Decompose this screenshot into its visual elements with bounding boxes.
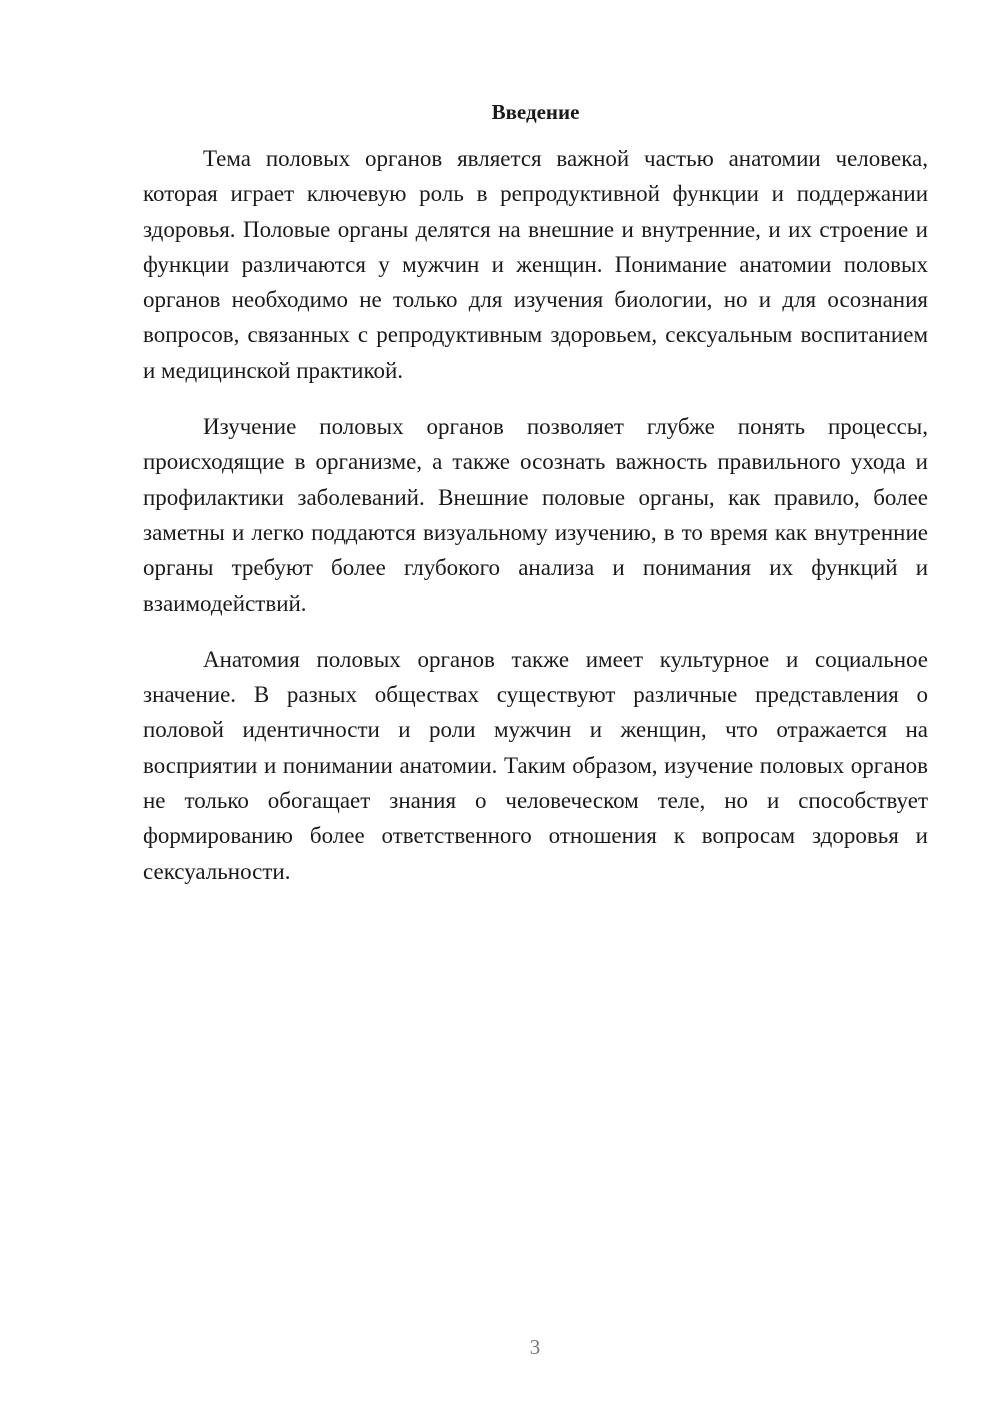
- paragraph-3: Анатомия половых органов также имеет культурное и социальное значение. В разных обществах существуют различные представления о половой идентичности и роли мужчин и женщин, что отражается на восприятии и понимании анатомии. Таким образом, изучение половых органов не только обогащает знания о человеческом теле, но и способствует формированию более ответственного отношения к вопросам здоровья и сексуальности.: [143, 646, 928, 884]
- body-text: [143, 141, 928, 910]
- section-heading: Введение: [491, 100, 580, 124]
- page-number: 3: [529, 1335, 541, 1359]
- paragraph-1: Тема половых органов является важной частью анатомии человека, которая играет ключевую роль в репродуктивной функции и поддержании здоровья. Половые органы делятся на внешние и внутренние, и их строение и функции различаются у мужчин и женщин. Понимание анатомии половых органов необходимо не только для изучения биологии, но и для осознания вопросов, связанных с репродуктивным здоровьем, сексуальным воспитанием и медицинской практикой.: [143, 146, 928, 383]
- paragraph-2: Изучение половых органов позволяет глубже понять процессы, происходящие в организме, а также осознать важность правильного ухода и профилактики заболеваний. Внешние половые органы, как правило, более заметны и легко поддаются визуальному изучению, в то время как внутренние органы требуют более глубокого анализа и понимания их функций и взаимодействий.: [143, 414, 928, 616]
